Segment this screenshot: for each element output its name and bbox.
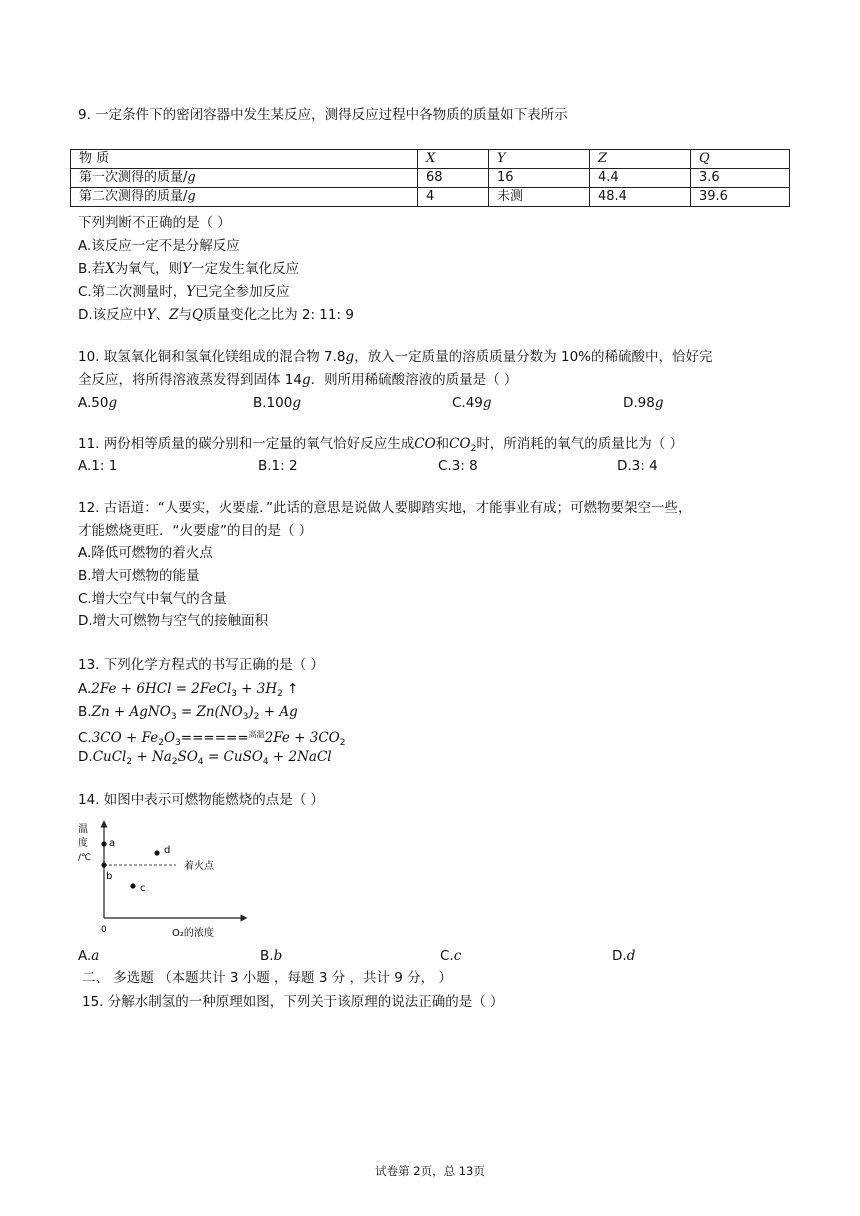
q11-stem (78, 434, 683, 459)
section-heading: 二、 多选题 （本题共计 3 小题 ，每题 3 分 ，共计 9 分， ） (82, 970, 452, 986)
table-cell: Y (489, 150, 590, 169)
unit-g: g (301, 372, 311, 388)
formula: O (163, 730, 176, 746)
q10-option-d[interactable] (623, 393, 664, 413)
subscript: 2 (171, 757, 178, 767)
q13-stem: 13. 下列化学方程式的书写正确的是（ ） (78, 657, 325, 673)
q14-graph (74, 818, 254, 942)
text: ，放入一定质量的溶质质量分数为 10%的稀硫酸中，恰好完 (354, 349, 713, 365)
subscript: 2 (277, 689, 283, 699)
q9-mass-table (70, 149, 790, 207)
text: A.50 (78, 395, 109, 411)
table-cell: Z (590, 150, 691, 169)
row-label: 第二次测得的质量/ (79, 189, 188, 204)
q10-option-b[interactable] (253, 393, 301, 413)
q13-option-a[interactable] (78, 679, 299, 704)
var: a (91, 948, 100, 964)
text: A. (78, 681, 92, 697)
formula: 2Fe + 3CO (264, 730, 340, 746)
q11-option-a[interactable]: A.1: 1 (78, 458, 118, 474)
q13-option-b[interactable] (78, 702, 298, 727)
formula: CuCl (92, 749, 127, 765)
ignition-label: 着火点 (184, 861, 214, 872)
q12-option-c[interactable]: C.增大空气中氧气的含量 (78, 591, 227, 607)
var-y: Y (146, 307, 156, 323)
text: 已完全参加反应 (195, 284, 290, 300)
equals-sign: ====== (180, 730, 249, 746)
text: ．则所用稀硫酸溶液的质量是（ ） (310, 372, 518, 388)
y-label-3: /℃ (78, 853, 92, 863)
text: B.若 (78, 261, 106, 277)
text: D.98 (623, 395, 655, 411)
text: 和 (435, 436, 450, 452)
row-label: 第一次测得的质量/ (79, 170, 188, 185)
formula-co: CO (414, 436, 436, 452)
unit-g: g (345, 349, 355, 365)
text: 时，所消耗的氧气的质量比为（ ） (476, 436, 684, 452)
q10-option-a[interactable] (78, 393, 117, 413)
q9-prompt: 下列判断不正确的是（ ） (78, 215, 231, 231)
origin-label: 0 (101, 925, 107, 935)
x-axis-label: O₂的浓度 (172, 928, 214, 939)
var: b (273, 948, 283, 964)
subscript: 2 (158, 738, 164, 748)
text: D. (78, 749, 93, 765)
subscript: 2 (126, 757, 133, 767)
q10-stem-line1 (78, 347, 712, 367)
q9-option-d[interactable] (78, 305, 354, 325)
subscript: 3 (242, 712, 249, 722)
q14-stem: 14. 如图中表示可燃物能燃烧的点是（ ） (78, 792, 325, 808)
formula: + 3H (236, 681, 278, 697)
q9-stem: 9. 一定条件下的密闭容器中发生某反应，测得反应过程中各物质的质量如下表所示 (78, 107, 568, 123)
table-row (71, 169, 790, 188)
formula: 2Fe + 6HCl = 2FeCl (91, 681, 232, 697)
text: C. (440, 948, 454, 964)
unit-g: g (187, 170, 196, 185)
q11-option-d[interactable]: D.3: 4 (617, 458, 658, 474)
var-y: Y (182, 261, 192, 277)
q12-option-b[interactable]: B.增大可燃物的能量 (78, 568, 200, 584)
table-row (71, 188, 790, 207)
q11-option-c[interactable]: C.3: 8 (438, 458, 478, 474)
formula: 3CO + Fe (91, 730, 159, 746)
var-y: Y (186, 284, 196, 300)
y-label-2: 度 (78, 838, 88, 849)
table-cell: 未测 (489, 188, 590, 207)
var: c (453, 948, 462, 964)
table-cell: 4 (418, 188, 489, 207)
q12-stem-line1: 12. 古语道：“人要实，火要虚．”此话的意思是说做人要脚踏实地，才能事业有成；可燃物要架空一些， (78, 500, 692, 516)
point-a-label: a (109, 838, 116, 849)
formula: SO (177, 749, 198, 765)
q12-option-d[interactable]: D.增大可燃物与空气的接触面积 (78, 613, 269, 629)
q11-option-b[interactable]: B.1: 2 (258, 458, 298, 474)
q12-stem-line2: 才能燃烧更旺．“火要虚”的目的是（ ） (78, 523, 313, 539)
table-cell: 39.6 (691, 188, 790, 207)
point-b-label: b (106, 871, 113, 882)
point-c-label: c (140, 883, 146, 894)
text: B. (260, 948, 274, 964)
q14-option-d[interactable] (612, 946, 635, 966)
formula: + Na (132, 749, 172, 765)
q10-stem-line2 (78, 370, 517, 390)
point-a (101, 841, 106, 846)
subscript: 4 (197, 757, 204, 767)
text: C.49 (452, 395, 483, 411)
q14-option-c[interactable] (440, 946, 461, 966)
table-cell: 4.4 (590, 169, 691, 188)
table-cell: 68 (418, 169, 489, 188)
formula: + Ag (259, 704, 298, 720)
condition-high-temp: 高温 (248, 730, 265, 739)
formula: = Zn(NO (176, 704, 243, 720)
text: B.100 (253, 395, 293, 411)
formula: + 2NaCl (268, 749, 332, 765)
table-cell: 3.6 (691, 169, 790, 188)
subscript: 3 (170, 712, 177, 722)
point-b (101, 862, 106, 867)
text: A. (78, 948, 92, 964)
formula: Zn + AgNO (91, 704, 171, 720)
gas-arrow: ↑ (282, 681, 299, 697)
text: 全反应，将所得溶液蒸发得到固体 14 (78, 372, 302, 388)
subscript: 4 (262, 757, 269, 767)
point-d-label: d (164, 845, 171, 856)
table-cell: 物 质 (71, 150, 418, 169)
formula: ) (248, 704, 254, 720)
table-cell (71, 169, 418, 188)
table-cell: X (418, 150, 489, 169)
subscript: 2 (470, 444, 477, 454)
text: 与 (178, 307, 192, 323)
text: 10. 取氢氧化铜和氢氧化镁组成的混合物 7.8 (78, 349, 346, 365)
point-c (130, 883, 135, 888)
q13-option-d[interactable] (78, 747, 332, 772)
unit-g: g (482, 395, 492, 411)
q12-option-a[interactable]: A.降低可燃物的着火点 (78, 545, 213, 561)
q9-option-c[interactable] (78, 282, 290, 302)
q15-stem: 15. 分解水制氢的一种原理如图，下列关于该原理的说法正确的是（ ） (82, 994, 504, 1010)
text: B. (78, 704, 92, 720)
text: D. (612, 948, 627, 964)
table-cell: Q (691, 150, 790, 169)
table-row (71, 150, 790, 169)
unit-g: g (108, 395, 118, 411)
q10-option-c[interactable] (452, 393, 492, 413)
point-d (154, 850, 159, 855)
table-cell: 48.4 (590, 188, 691, 207)
formula-co2: CO (449, 436, 471, 452)
text: 一定发生氧化反应 (191, 261, 300, 277)
q14-option-b[interactable] (260, 946, 282, 966)
table-cell: 16 (489, 169, 590, 188)
text: C. (78, 730, 92, 746)
subscript: 3 (175, 738, 181, 748)
var: d (626, 948, 636, 964)
q9-option-a[interactable]: A.该反应一定不是分解反应 (78, 238, 240, 254)
table-cell (71, 188, 418, 207)
unit-g: g (292, 395, 301, 411)
var-q: Q (192, 307, 204, 323)
text: 11. 两份相等质量的碳分别和一定量的氧气恰好反应生成 (78, 436, 415, 452)
subscript: 2 (339, 738, 346, 748)
unit-g: g (654, 395, 664, 411)
subscript: 3 (231, 689, 237, 699)
formula: = CuSO (203, 749, 263, 765)
unit-g: g (187, 189, 196, 204)
text: 为氧气，则 (114, 261, 183, 277)
y-label-1: 温 (78, 824, 88, 835)
text: 质量变化之比为 2: 11: 9 (203, 307, 354, 323)
q14-option-a[interactable] (78, 946, 99, 966)
var-z: Z (169, 307, 179, 323)
page-footer: 试卷第 2页，总 13页 (375, 1164, 485, 1178)
q9-option-b[interactable] (78, 259, 299, 279)
text: D.该反应中 (78, 307, 147, 323)
subscript: 2 (253, 712, 260, 722)
var-x: X (105, 261, 115, 277)
text: 、 (155, 307, 170, 323)
text: C.第二次测量时， (78, 284, 187, 300)
